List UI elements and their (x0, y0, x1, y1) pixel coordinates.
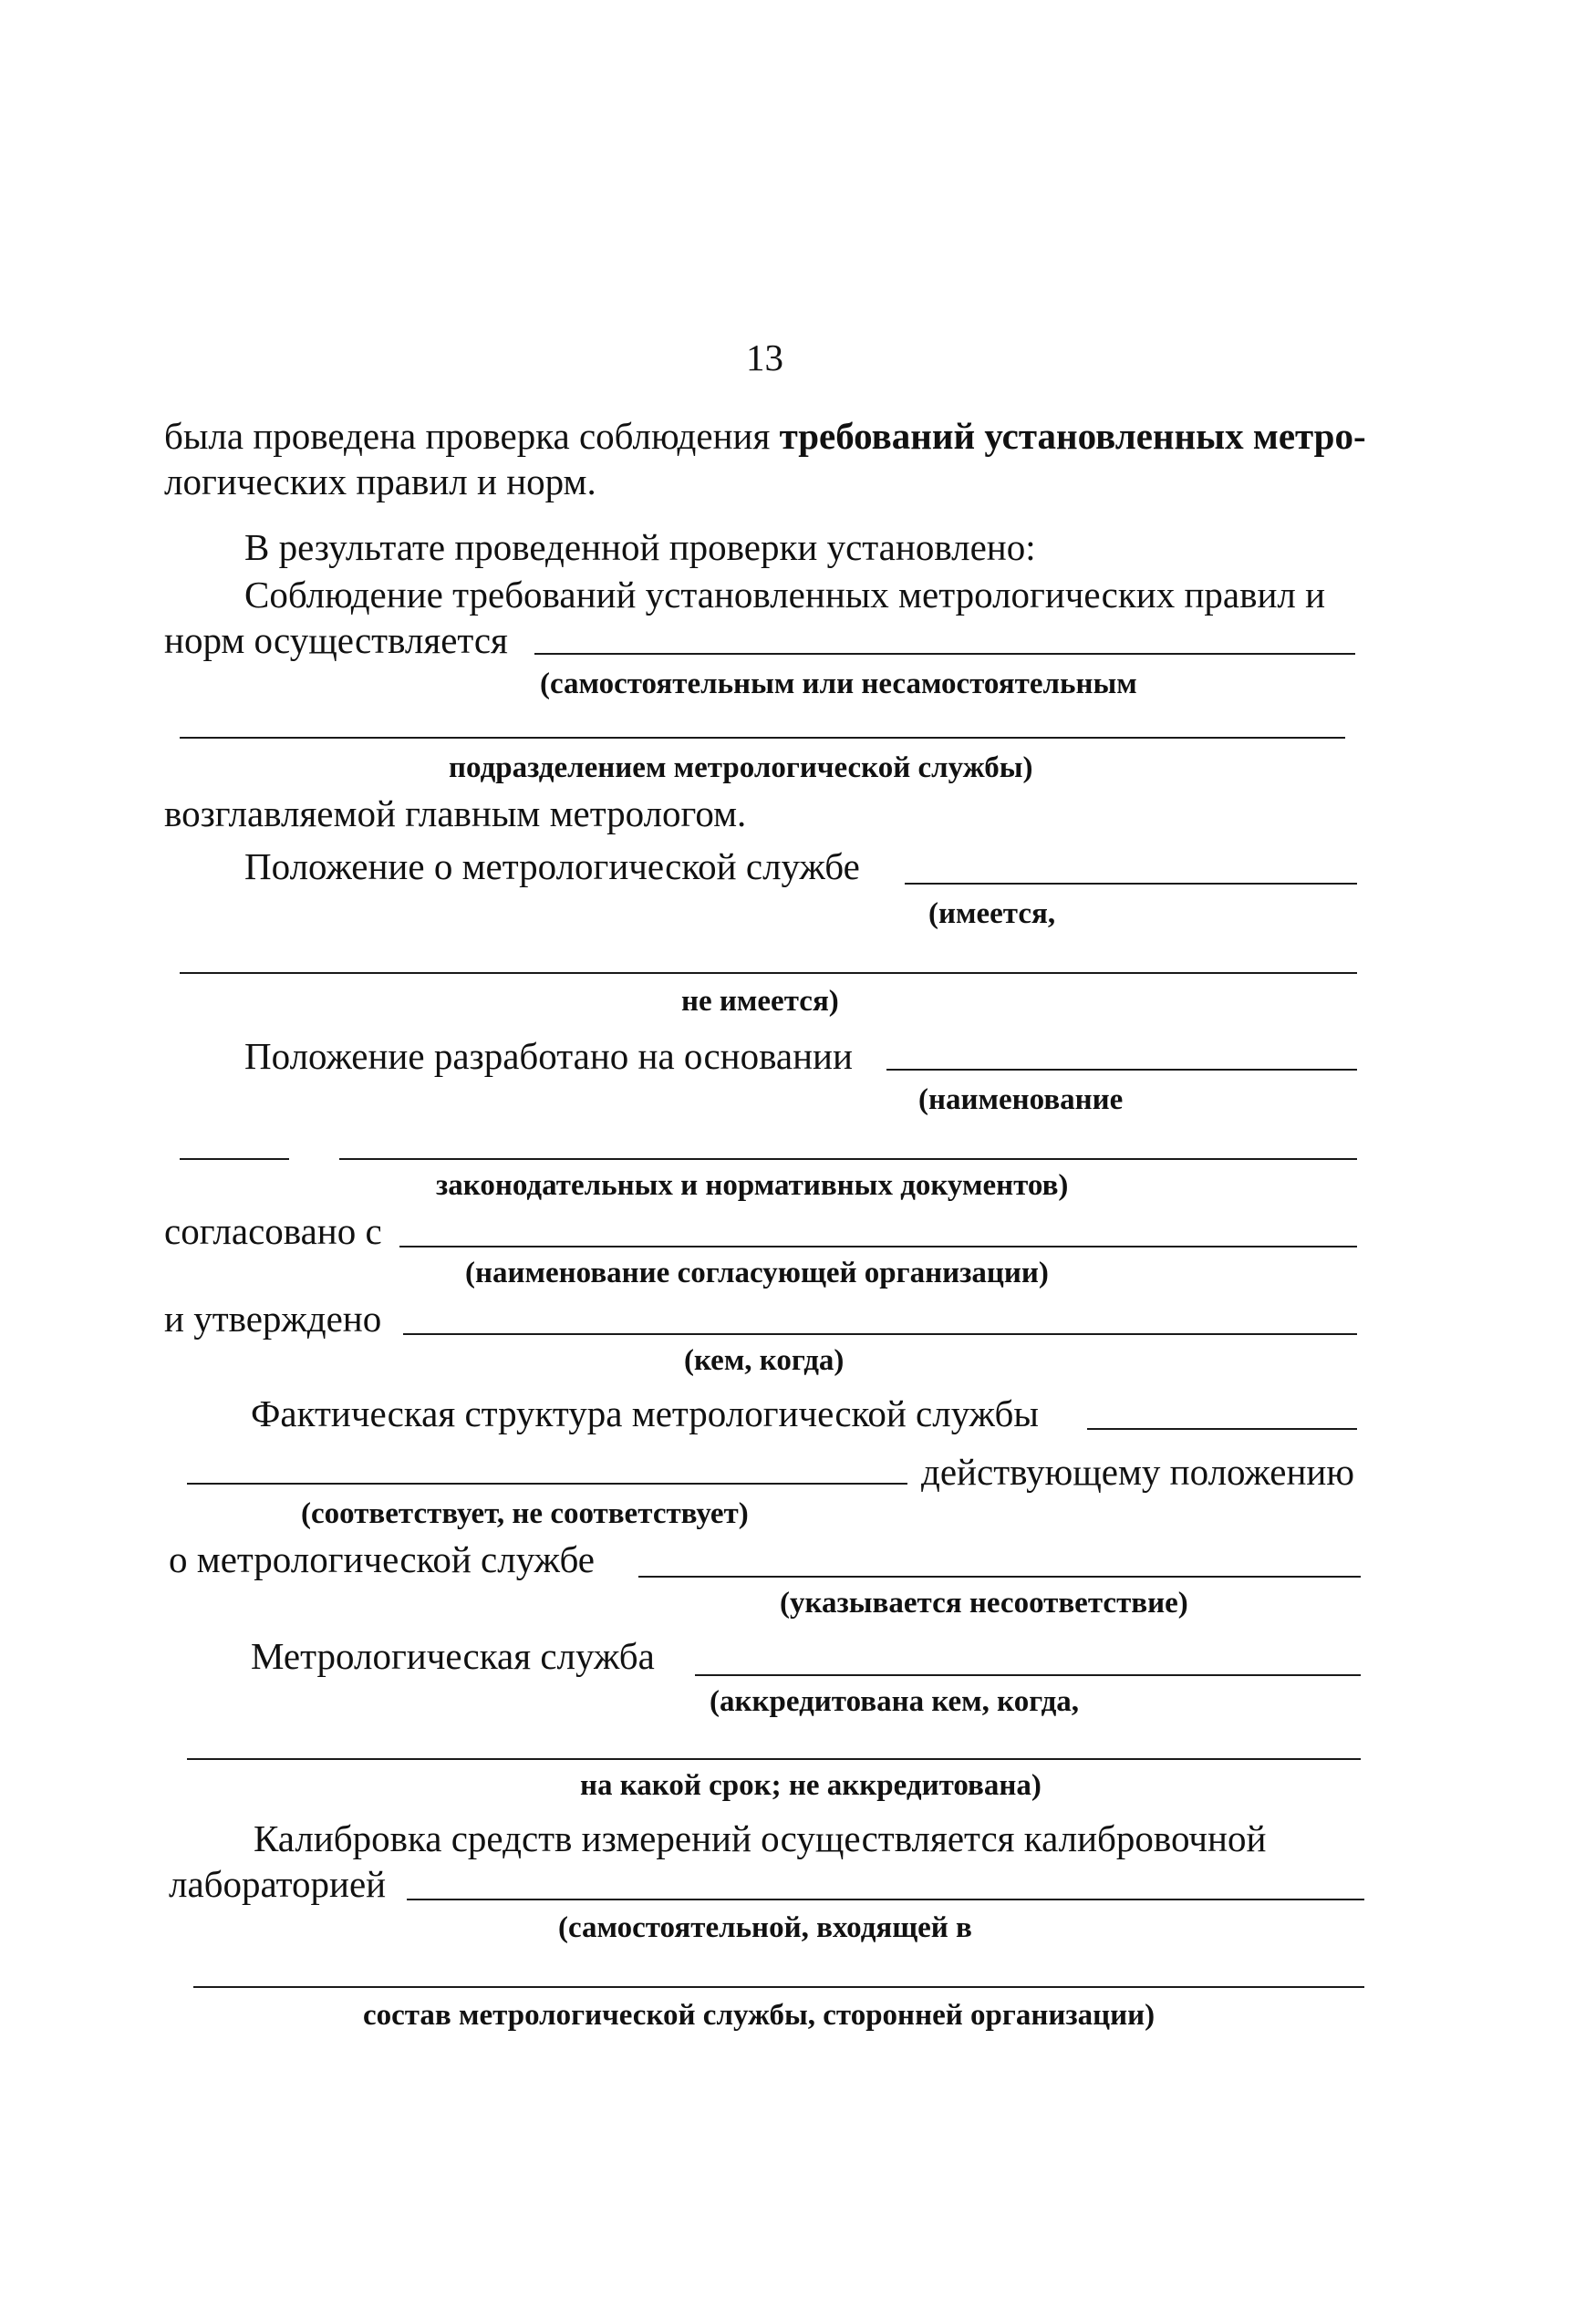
calibration-fill-line-1 (407, 1899, 1364, 1900)
approved-label: и утверждено (164, 1298, 382, 1340)
calibration-fill-line-2 (193, 1986, 1364, 1988)
compliance-note-2: подразделением метрологической службы) (449, 751, 1033, 784)
compliance-label: норм осуществляется (164, 619, 508, 661)
structure-note-2: (указывается несоответствие) (780, 1587, 1188, 1620)
structure-suffix: действующему положению (921, 1451, 1355, 1493)
compliance-line-1: Соблюдение требований установленных метрологических правил и (244, 574, 1326, 616)
regulation-note-1: (имеется, (928, 897, 1056, 930)
developed-note-2: законодательных и нормативных документов) (436, 1169, 1069, 1202)
intro-line-1-plain: была проведена проверка соблюдения (164, 415, 780, 457)
approved-note: (кем, когда) (684, 1344, 845, 1377)
calibration-note-1: (самостоятельной, входящей в (558, 1911, 972, 1944)
developed-fill-line-1 (886, 1069, 1357, 1071)
structure-note: (соответствует, не соответствует) (301, 1497, 749, 1530)
compliance-fill-line-1 (534, 653, 1355, 655)
developed-note-1: (наименование (918, 1083, 1124, 1116)
regulation-note-2: не имеется) (681, 985, 839, 1018)
developed-fill-line-2b (339, 1158, 1357, 1160)
result-line: В результате проведенной проверки установлено: (244, 526, 1036, 568)
service-fill-line-1 (695, 1674, 1361, 1676)
agreed-label: согласовано с (164, 1210, 382, 1252)
agreed-fill-line (399, 1246, 1357, 1247)
regulation-label: Положение о метрологической службе (244, 845, 860, 887)
structure-fill-line-1 (1087, 1428, 1357, 1430)
developed-label: Положение разработано на основании (244, 1035, 853, 1077)
intro-line-1-bold: требований установленных метро- (779, 415, 1366, 457)
service-label: Метрологическая служба (251, 1635, 655, 1677)
agreed-note: (наименование согласующей организации) (465, 1257, 1049, 1289)
approved-fill-line (403, 1333, 1357, 1335)
compliance-note-1: (самостоятельным или несамостоятельным (540, 668, 1137, 700)
structure-fill-line-3 (638, 1576, 1361, 1578)
service-note-2: на какой срок; не аккредитована) (580, 1769, 1042, 1802)
regulation-fill-line-2 (180, 972, 1357, 974)
service-note-1: (аккредитована кем, когда, (710, 1685, 1080, 1718)
page-number: 13 (746, 336, 783, 378)
compliance-line-3: возглавляемой главным метрологом. (164, 792, 747, 834)
calibration-label: лабораторией (169, 1863, 387, 1905)
structure-label-2: о метрологической службе (169, 1538, 595, 1580)
intro-line-1 (164, 415, 1366, 457)
developed-fill-line-2a (180, 1158, 289, 1160)
compliance-fill-line-2 (180, 737, 1345, 739)
structure-label: Фактическая структура метрологической службы (251, 1392, 1039, 1434)
calibration-note-2: состав метрологической службы, сторонней организации) (363, 1999, 1156, 2032)
structure-fill-line-2 (187, 1483, 907, 1485)
service-fill-line-2 (187, 1758, 1361, 1760)
regulation-fill-line-1 (905, 883, 1357, 885)
calibration-line-1: Калибровка средств измерений осуществляется калибровочной (254, 1817, 1267, 1859)
intro-line-2: логических правил и норм. (164, 461, 596, 502)
